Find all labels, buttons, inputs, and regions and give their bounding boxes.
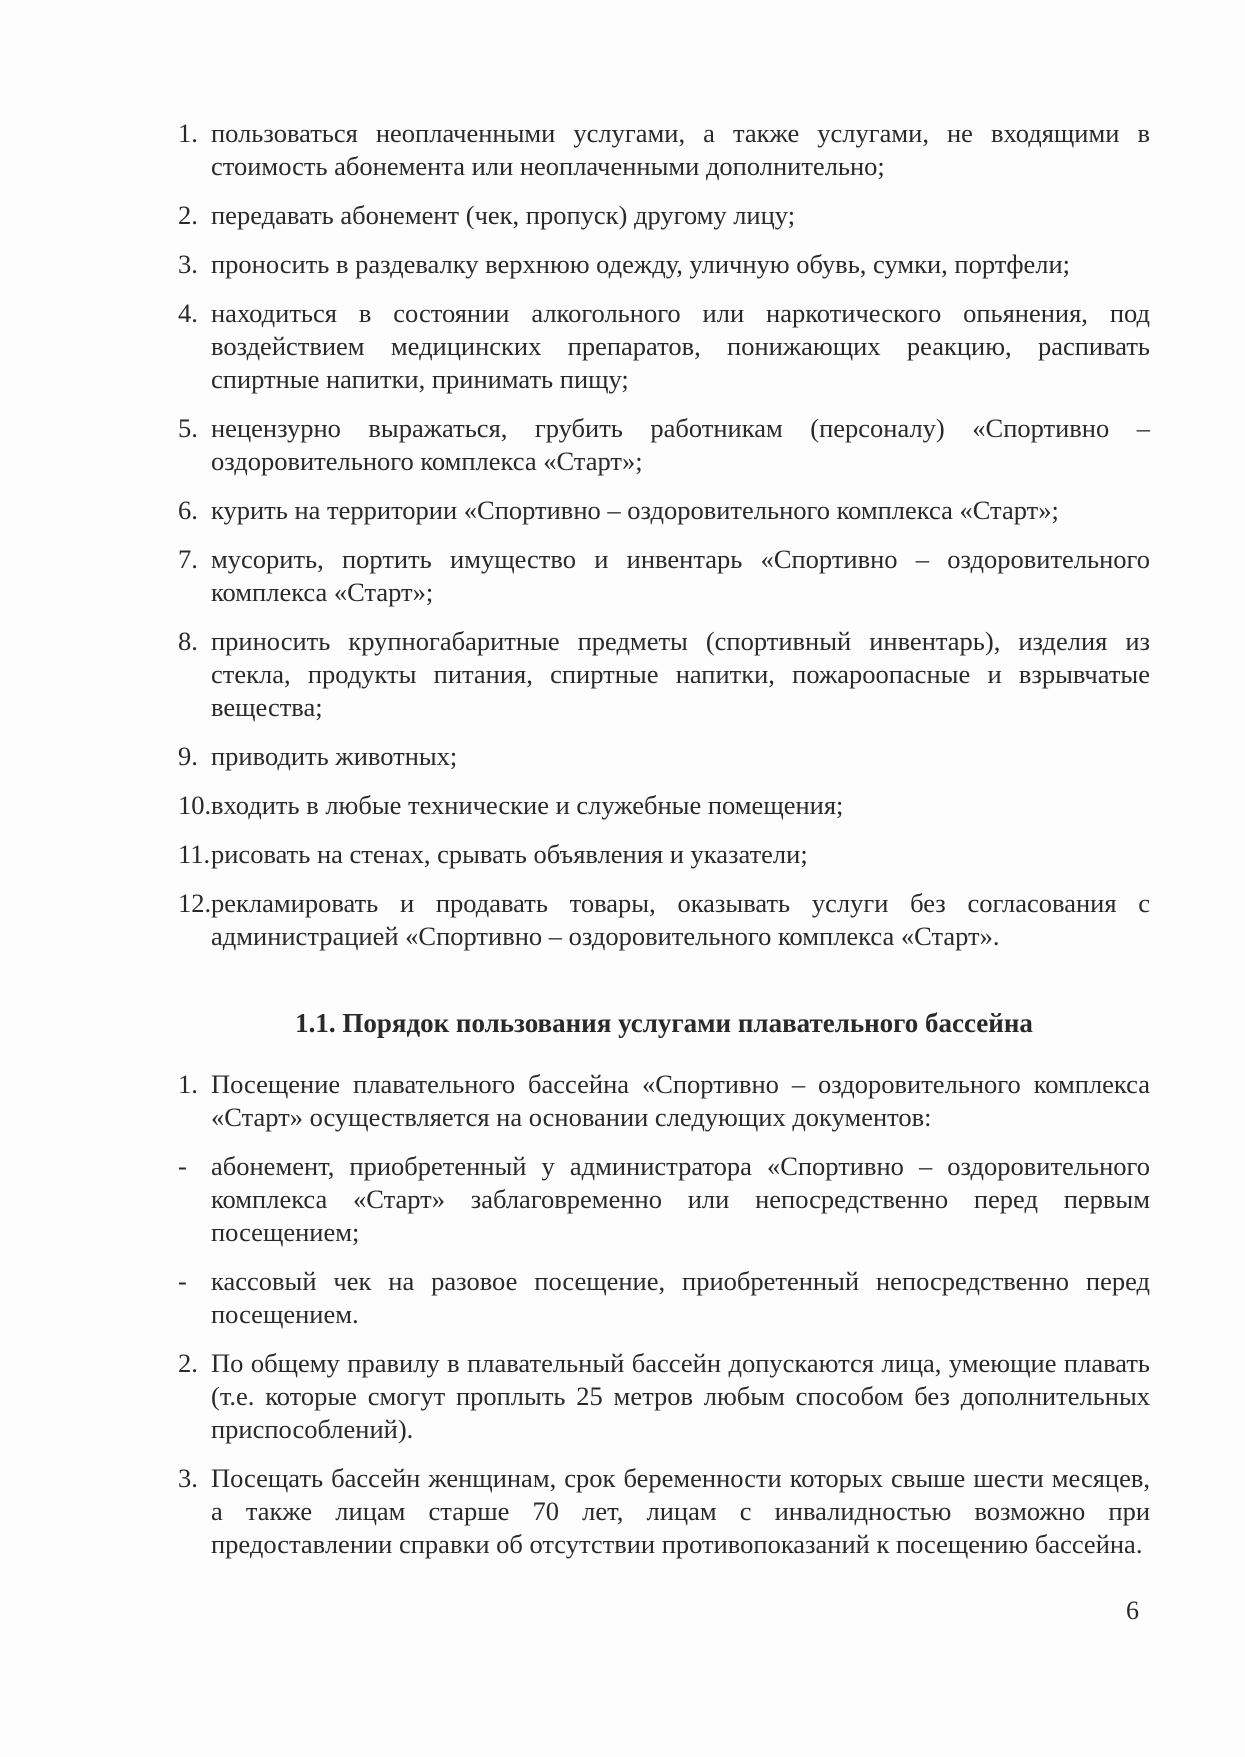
list-item-number: 11. [178, 839, 211, 869]
list-item-number: 3. [178, 1463, 198, 1493]
list-item [178, 887, 1150, 953]
section-heading: 1.1. Порядок пользования услугами плавательного бассейна [295, 1008, 1033, 1038]
list-item-text: проносить в раздевалку верхнюю одежду, уличную обувь, сумки, портфели; [211, 249, 1071, 279]
list-item-text: приводить животных; [211, 741, 458, 771]
list-item-text: передавать абонемент (чек, пропуск) другому лицу; [211, 200, 796, 230]
list-item-number: 10. [178, 790, 212, 820]
list-item [178, 1347, 1150, 1446]
list-item [178, 740, 1150, 773]
dash-list-item [178, 1265, 1150, 1331]
list-item-number: 6. [178, 495, 198, 525]
list-item-number: 2. [178, 200, 198, 230]
list-item-text: По общему правилу в плавательный бассейн допускаются лица, умеющие плавать (т.е. которые смогут проплыть 25 метров любым способом без дополнительных приспособлений). [211, 1348, 1150, 1444]
list-item-text: приносить крупногабаритные предметы (спортивный инвентарь), изделия из стекла, продукты питания, спиртные напитки, пожароопасные и взрывчатые вещества; [211, 626, 1150, 722]
list-item [178, 412, 1150, 478]
list-item [178, 543, 1150, 609]
list-item-number: 9. [178, 741, 198, 771]
page-content [178, 117, 1150, 1577]
list-item-number: 1. [178, 118, 198, 148]
list-item-number: 4. [178, 298, 198, 328]
list-item-text: мусорить, портить имущество и инвентарь «Спортивно – оздоровительного комплекса «Старт»; [211, 544, 1150, 607]
page-number: 6 [1126, 1596, 1139, 1625]
list-item [178, 838, 1150, 871]
list-item-text: пользоваться неоплаченными услугами, а также услугами, не входящими в стоимость абонемента или неоплаченными дополнительно; [211, 118, 1150, 181]
list-item-text: рисовать на стенах, срывать объявления и указатели; [211, 839, 808, 869]
list-item-number: 3. [178, 249, 198, 279]
list-item-number: 12. [178, 888, 212, 918]
list-item-text: входить в любые технические и служебные помещения; [211, 790, 844, 820]
list-item [178, 625, 1150, 724]
list-item [178, 789, 1150, 822]
list-item [178, 1068, 1150, 1134]
dash-marker: - [178, 1151, 187, 1181]
list-item [178, 297, 1150, 396]
list-item [178, 248, 1150, 281]
list-item-number: 7. [178, 544, 198, 574]
dash-item-text: абонемент, приобретенный у администратора «Спортивно – оздоровительного комплекса «Старт» заблаговременно или непосредственно перед первым посещением; [211, 1151, 1150, 1247]
list-item-number: 1. [178, 1069, 198, 1099]
list-item [178, 1462, 1150, 1561]
list-item-number: 5. [178, 413, 198, 443]
list-item-text: нецензурно выражаться, грубить работникам (персоналу) «Спортивно – оздоровительного комплекса «Старт»; [211, 413, 1150, 476]
list-item-text: Посещение плавательного бассейна «Спортивно – оздоровительного комплекса «Старт» осуществляется на основании следующих документов: [211, 1069, 1150, 1132]
list-item-text: Посещать бассейн женщинам, срок беременности которых свыше шести месяцев, а также лицам старше 70 лет, лицам с инвалидностью возможно при предоставлении справки об отсутствии противопоказаний к посещению бассейна. [211, 1463, 1150, 1559]
list-item-text: курить на территории «Спортивно – оздоровительного комплекса «Старт»; [211, 495, 1059, 525]
list-item-number: 2. [178, 1348, 198, 1378]
dash-item-text: кассовый чек на разовое посещение, приобретенный непосредственно перед посещением. [211, 1266, 1150, 1329]
dash-list-item [178, 1150, 1150, 1249]
list-item [178, 117, 1150, 183]
list-item-number: 8. [178, 626, 198, 656]
dash-marker: - [178, 1266, 187, 1296]
list-item [178, 199, 1150, 232]
list-item [178, 494, 1150, 527]
list-item-text: рекламировать и продавать товары, оказывать услуги без согласования с администрацией «Спортивно – оздоровительного комплекса «Старт». [211, 888, 1150, 951]
list-item-text: находиться в состоянии алкогольного или наркотического опьянения, под воздействием медицинских препаратов, понижающих реакцию, распивать спиртные напитки, принимать пищу; [211, 298, 1150, 394]
